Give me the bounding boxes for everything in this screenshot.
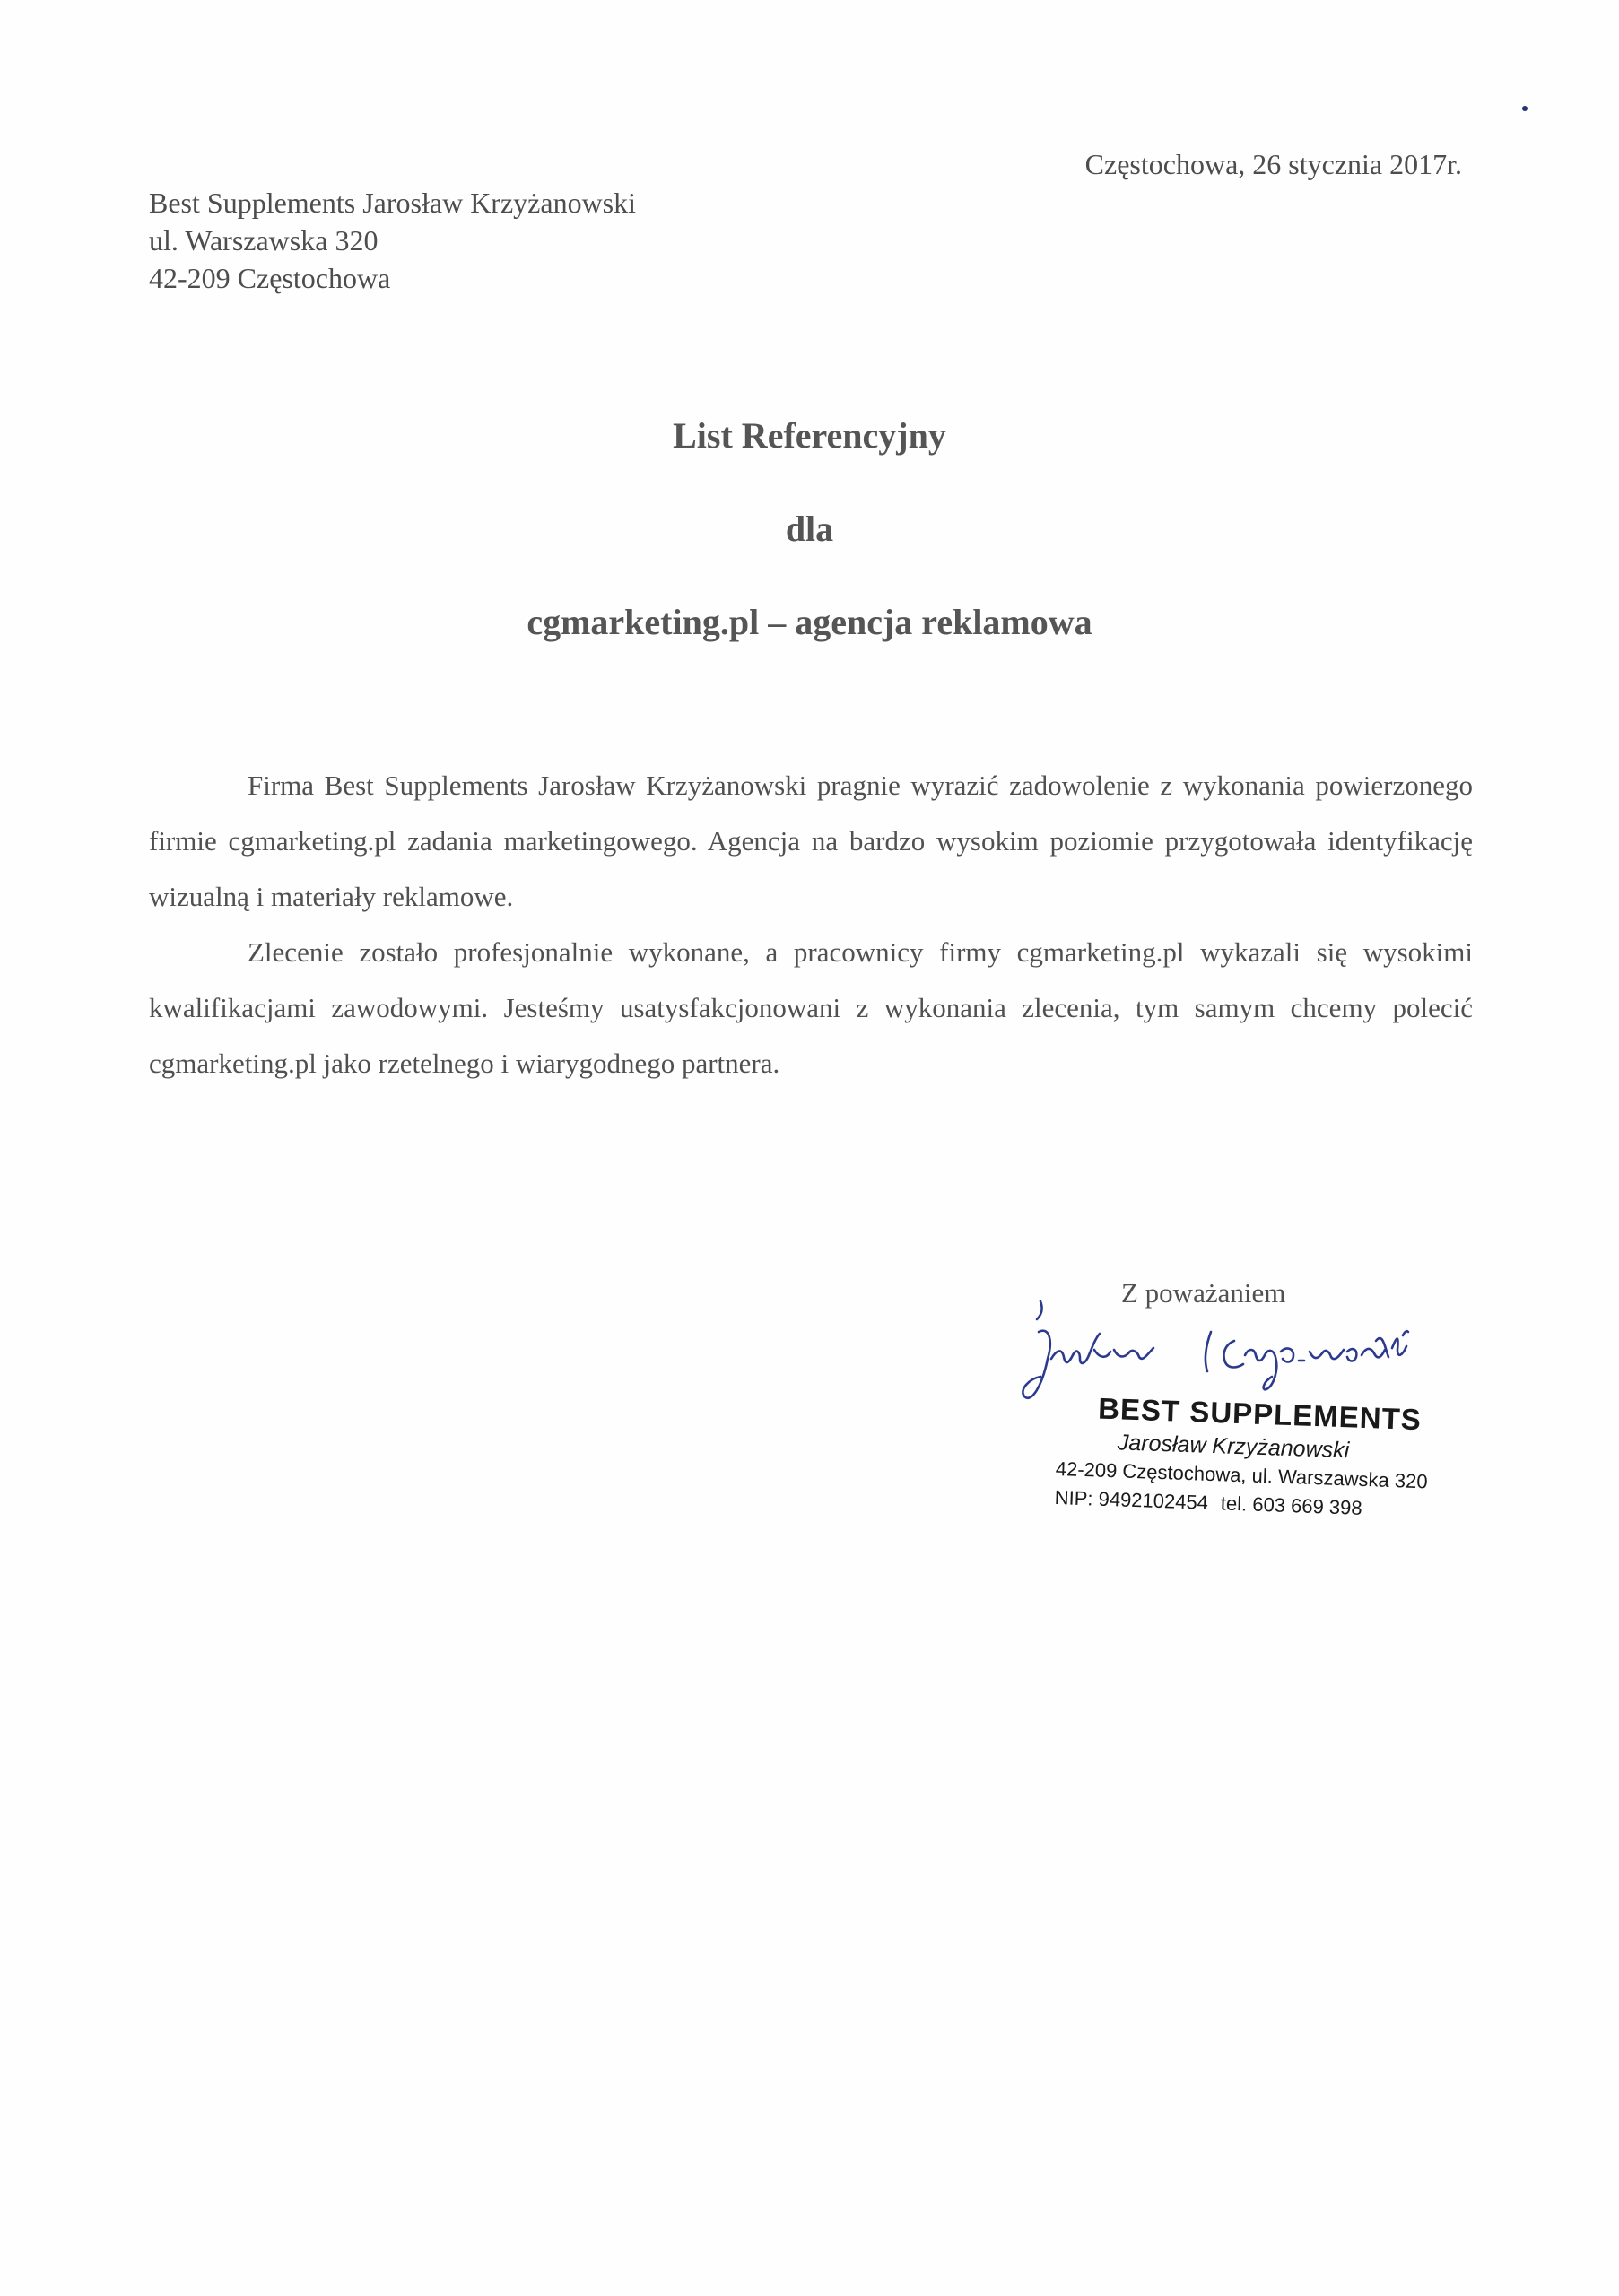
body-paragraph-2: Zlecenie zostało profesjonalnie wykonane, a pracownicy firmy cgmarketing.pl wykazali się wysokimi kwalifikacjami zawodowymi. Jesteśmy usatysfakcjonowani z wykonania zlecenia, tym samym chcemy polecić cgmarketing.pl jako rzetelnego i wiarygodnego partnera. <box>149 936 1473 1079</box>
stamp-address: 42-209 Częstochowa, ul. Warszawska 320 <box>1055 1457 1429 1493</box>
sender-city: 42-209 Częstochowa <box>149 262 391 294</box>
letter-body <box>149 758 1473 1091</box>
stamp-nip: NIP: 9492102454 <box>1054 1485 1209 1514</box>
body-paragraph-1: Firma Best Supplements Jarosław Krzyżanowski pragnie wyrazić zadowolenie z wykonania powierzonego firmie cgmarketing.pl zadania marketingowego. Agencja na bardzo wysokim poziomie przygotowała identyfikację wizualną i materiały reklamowe. <box>149 770 1473 912</box>
stamp-company-name: BEST SUPPLEMENTS <box>1097 1391 1423 1437</box>
sender-name: Best Supplements Jarosław Krzyżanowski <box>149 187 637 219</box>
letter-date: Częstochowa, 26 stycznia 2017r. <box>1084 148 1462 180</box>
ink-dot <box>1522 106 1528 111</box>
closing-salutation: Z poważaniem <box>1121 1277 1286 1309</box>
company-stamp <box>1054 1388 1435 1526</box>
sender-address <box>149 184 636 297</box>
letter-recipient: cgmarketing.pl – agencja reklamowa <box>527 602 1092 642</box>
letter-title-for: dla <box>785 509 834 549</box>
letter-title: List Referencyjny <box>673 415 946 456</box>
sender-street: ul. Warszawska 320 <box>149 224 379 257</box>
stamp-phone: tel. 603 669 398 <box>1220 1492 1363 1519</box>
stamp-owner: Jarosław Krzyżanowski <box>1117 1430 1350 1464</box>
